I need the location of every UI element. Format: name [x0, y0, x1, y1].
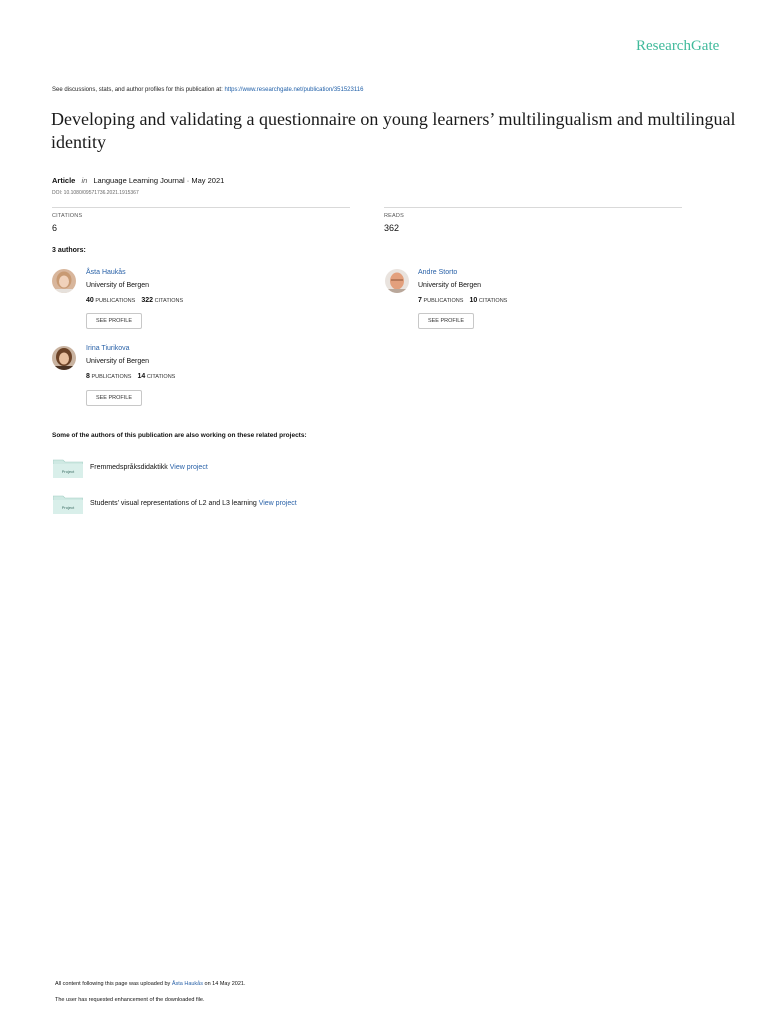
project-folder-icon	[53, 494, 83, 514]
citations-label: CITATIONS	[146, 374, 176, 380]
publication-date: · May 2021	[186, 176, 225, 185]
source-line-prefix: See discussions, stats, and author profiles for this publication at:	[52, 87, 223, 93]
uploader-link[interactable]: Åsta Haukås	[171, 981, 203, 987]
publications-label: PUBLICATIONS	[423, 298, 464, 304]
reads-value: 362	[384, 223, 400, 233]
author-avatar[interactable]	[385, 269, 409, 293]
source-line	[52, 87, 363, 93]
project-folder-icon	[53, 458, 83, 478]
citations-count: 10	[469, 297, 478, 304]
journal-name: Language Learning Journal	[93, 176, 185, 185]
enhancement-note: The user has requested enhancement of the downloaded file.	[55, 997, 205, 1003]
publications-label: PUBLICATIONS	[95, 298, 136, 304]
publications-count: 40	[86, 297, 94, 304]
citations-label: CITATIONS	[52, 213, 83, 219]
citations-value: 6	[52, 223, 58, 233]
doi: DOI: 10.1080/09571736.2021.1915367	[52, 190, 139, 196]
author-avatar[interactable]	[52, 346, 76, 370]
upload-note-prefix: All content following this page was uploaded by	[55, 981, 171, 987]
see-profile-button[interactable]: SEE PROFILE	[418, 313, 474, 329]
author-name-link[interactable]: Andre Storto	[418, 269, 458, 276]
author-stats	[86, 373, 175, 380]
author-institution: University of Bergen	[86, 282, 150, 289]
project-item	[90, 500, 297, 507]
project-item	[90, 464, 208, 471]
researchgate-logo[interactable]: ResearchGate	[636, 38, 720, 54]
upload-note	[55, 981, 246, 987]
author-name-link[interactable]: Irina Tiurikova	[86, 345, 130, 352]
publications-count: 8	[86, 373, 90, 380]
divider	[52, 207, 350, 208]
divider	[384, 207, 682, 208]
publication-meta	[52, 176, 224, 185]
view-project-link[interactable]: View project	[258, 500, 297, 507]
publication-url-link[interactable]: https://www.researchgate.net/publication/351523116	[224, 87, 364, 93]
see-profile-button[interactable]: SEE PROFILE	[86, 390, 142, 406]
project-icon-label: Project	[61, 469, 75, 474]
author-stats	[86, 297, 183, 304]
article-type: Article	[52, 176, 76, 185]
project-title: Fremmedspråksdidaktikk	[90, 464, 168, 471]
citations-label: CITATIONS	[154, 298, 184, 304]
publication-title: Developing and validating a questionnaire on young learners’ multilingualism and multilingual identity	[51, 109, 736, 152]
in-label: in	[81, 176, 88, 185]
view-project-link[interactable]: View project	[169, 464, 208, 471]
see-profile-button[interactable]: SEE PROFILE	[86, 313, 142, 329]
publications-count: 7	[418, 297, 422, 304]
publications-label: PUBLICATIONS	[91, 374, 132, 380]
authors-heading: 3 authors:	[52, 247, 86, 254]
project-icon-label: Project	[61, 505, 75, 510]
author-institution: University of Bergen	[418, 282, 482, 289]
citations-count: 322	[141, 297, 154, 304]
citations-count: 14	[137, 373, 146, 380]
citations-label: CITATIONS	[478, 298, 508, 304]
author-avatar[interactable]	[52, 269, 76, 293]
project-title: Students' visual representations of L2 and L3 learning	[90, 500, 257, 507]
author-name-link[interactable]: Åsta Haukås	[86, 269, 126, 276]
upload-note-suffix: on 14 May 2021.	[204, 981, 246, 987]
related-projects-heading: Some of the authors of this publication are also working on these related projects:	[52, 432, 307, 439]
author-stats	[418, 297, 507, 304]
reads-label: READS	[384, 213, 404, 219]
author-institution: University of Bergen	[86, 358, 150, 365]
